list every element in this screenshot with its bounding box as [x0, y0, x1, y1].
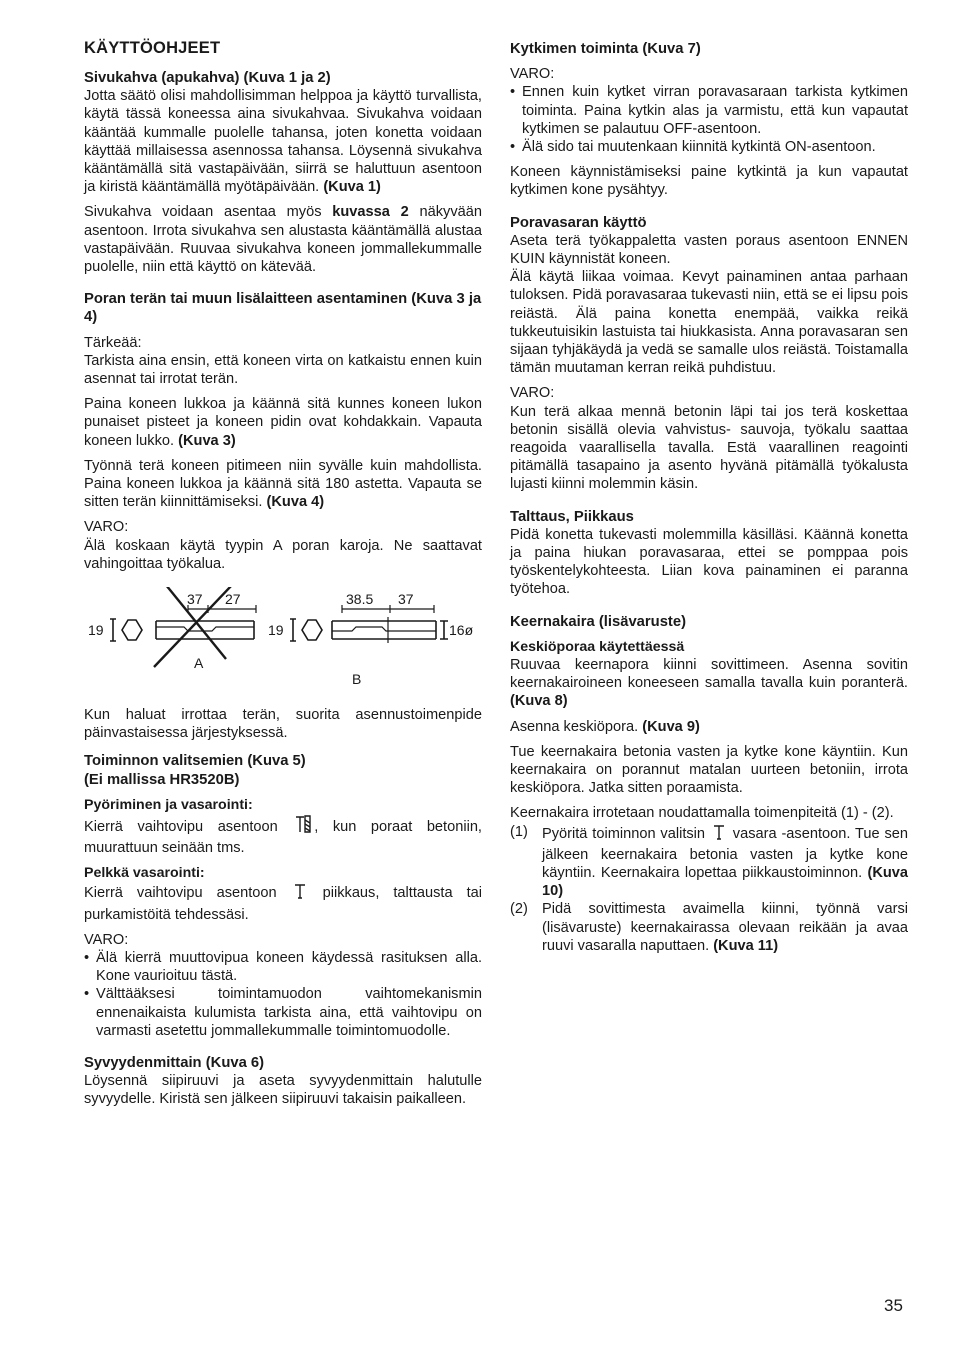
- rotation-hammer-subheading: Pyöriminen ja vasarointi:: [84, 796, 253, 813]
- rotation-hammer-icon: [294, 814, 312, 839]
- hammer-only-paragraph: Kierrä vaihtovipu asentoon piikkaus, talttausta tai purkamistöitä tehdessäsi.: [84, 882, 482, 923]
- bit-a-groove: [156, 627, 254, 631]
- bit-a-dimension-2: 27: [225, 591, 241, 608]
- bit-install-heading: Poran terän tai muun lisälaitteen asentaminen (Kuva 3 ja 4): [84, 291, 482, 326]
- switch-caution-item-1: • Ennen kuin kytket virran poravasaraan tarkista kytkimen toiminta. Paina kytkin alas ja varmistu, että kun vapautat kytkimen se palautuu OFF-asentoon.: [510, 83, 908, 138]
- bit-b-shank: [332, 621, 436, 639]
- caution-label: VARO:: [84, 519, 129, 536]
- chiseling-heading: Talttaus, Piikkaus: [510, 508, 634, 525]
- mode-select-heading-2: (Ei mallissa HR3520B): [84, 771, 240, 788]
- bit-b-diameter-marker: [290, 619, 296, 641]
- bit-b-dimension-1: 38.5: [346, 591, 374, 608]
- important-label: Tärkeää:: [84, 334, 142, 351]
- bit-a-label: A: [194, 655, 204, 672]
- left-column: [84, 38, 482, 1109]
- bit-b-groove: [332, 627, 436, 631]
- rotation-hammer-paragraph: Kierrä vaihtovipu asentoon , kun poraat betoniin, muurattuun seinään tms.: [84, 814, 482, 857]
- switch-caution-label: VARO:: [510, 66, 555, 83]
- switch-caution-item-2: • Älä sido tai muutenkaan kiinnitä kytkintä ON-asentoon.: [510, 138, 908, 156]
- bit-shank-figure: [84, 587, 482, 699]
- section-title: KÄYTTÖOHJEET: [84, 39, 221, 57]
- bit-install-paragraph-1: Tarkista aina ensin, että koneen virta on katkaistu ennen kuin asennat tai irrotat terän.: [84, 352, 482, 388]
- side-handle-heading: Sivukahva (apukahva) (Kuva 1 ja 2): [84, 70, 331, 86]
- hammer-only-icon: [293, 882, 307, 905]
- drill-use-paragraph-3: Kun terä alkaa mennä betonin läpi tai jos terä koskettaa betonin sisällä olevia vahvistus- sauvoja, työkalu saattaa reagoida vaarallisella tavalla. Estä vaarallinen reagointi pitämällä tasapaino ja asento hyvänä pitämällä työkalusta lujasti kiinni molemmin käsin.: [510, 403, 908, 493]
- side-handle-paragraph-2: Sivukahva voidaan asentaa myös kuvassa 2 näkyvään asentoon. Irrota sivukahva sen alustasta kääntämällä alustaa vastapäivään. Ruuvaa sivukahva koneen jommallekummalle puolelle, niin että käyttö on kätevää.: [84, 204, 482, 276]
- switch-paragraph: Koneen käynnistämiseksi paine kytkintä ja kun vapautat kytkimen kone pysähtyy.: [510, 164, 908, 199]
- bit-install-paragraph-2: Paina koneen lukkoa ja käännä sitä kunnes koneen lukon punaiset pisteet ja koneen pidin ovat kohdakkain. Vapauta koneen lukko. (Kuva 3): [84, 396, 482, 449]
- bit-b-shank-diameter-marker: [440, 621, 448, 639]
- core-bit-steps: [510, 823, 908, 955]
- mode-select-heading-1: Toiminnon valitsemien (Kuva 5): [84, 753, 306, 770]
- hammer-only-icon: [712, 823, 726, 846]
- mode-caution-item-1: • Älä kierrä muuttovipua koneen käydessä rasituksen alla. Kone vaurioituu tästä.: [84, 949, 482, 985]
- switch-heading: Kytkimen toiminta (Kuva 7): [510, 41, 701, 57]
- bit-a-diameter-marker: [110, 619, 116, 641]
- bit-b-hex-end: [302, 620, 322, 640]
- bit-shank-drawing: [84, 587, 482, 699]
- bit-install-paragraph-3: Työnnä terä koneen pitimeen niin syvälle kuin mahdollista. Paina koneen lukkoa ja käännä sitä 180 astetta. Vapauta se sitten terän kiinnittämiseksi. (Kuva 4): [84, 457, 482, 511]
- drill-use-caution-label: VARO:: [510, 385, 555, 402]
- drill-use-paragraph-1: Aseta terä työkappaletta vasten poraus asentoon ENNEN KUIN käynnistät koneen.: [510, 232, 908, 268]
- bit-b-label: B: [352, 671, 362, 688]
- chiseling-paragraph: Pidä konetta tukevasti molemmilla käsilläsi. Käännä konetta ja paina hiukan poravasaraa, ettei se pomppaa pois työskentelykohteesta. Liian kova painaminen ei paranna työtehoa.: [510, 526, 908, 598]
- core-bit-paragraph-2: Asenna keskiöpora. (Kuva 9): [510, 718, 700, 735]
- core-bit-step-2: (2) Pidä sovittimesta avaimella kiinni, työnnä varsi (lisävaruste) keernakairassa olevaan reikään ja avaa ruuvi vasaralla naputtaen. (Kuva 11): [510, 901, 908, 954]
- bit-a-diameter-label: 19: [88, 622, 104, 639]
- switch-caution-list: [510, 83, 908, 156]
- drill-use-heading: Poravasaran käyttö: [510, 214, 647, 231]
- bit-a-shank: [156, 621, 254, 639]
- depth-gauge-paragraph: Löysennä siipiruuvi ja aseta syvyydenmittain halutulle syvyydelle. Kiristä sen jälkeen siipiruuvi takaisin paikalleen.: [84, 1073, 482, 1108]
- mode-caution-list: [84, 949, 482, 1040]
- depth-gauge-heading: Syvyydenmittain (Kuva 6): [84, 1054, 265, 1071]
- drill-use-paragraph-2: Älä käytä liikaa voimaa. Kevyt painaminen antaa parhaan tuloksen. Pidä poravasaraa tukevasti niin, että se ei lipsu pois reiästä. Älä paina konetta enempää, vaikka reikä tukkeutuisikin lastuista tai hiukkasista. Anna poravasaran sen sijaan tyhjäkäydä ja vedä se samalle ulos reiästä. Toistamalla tämän muutaman kerran reikä puhdistuu.: [510, 269, 908, 377]
- side-handle-paragraph-1: Jotta säätö olisi mahdollisimman helppoa ja käyttö turvallista, käytä tässä koneessa aina sivukahvaa. Sivukahva voidaan kääntää kummalle puolelle tahansa, joten konetta voidaan käyttää millaisessa asennossa tahansa. Löysennä sivukahva kääntämällä sitä vastapäivään, siirrä se haluttuun asentoon ja kiristä kääntämällä myötäpäivään. (Kuva 1): [84, 88, 482, 196]
- bit-b-shank-diameter-label: 16ø: [449, 622, 474, 639]
- bit-a-dimension-1: 37: [187, 591, 203, 608]
- center-drill-subheading: Keskiöporaa käytettäessä: [510, 638, 685, 655]
- core-bit-paragraph-3: Tue keernakaira betonia vasten ja kytke kone käyntiin. Kun keernakaira on porannut matalan uurteen betoniin, irrota keskiöpora. Jatka sitten poraamista.: [510, 743, 908, 797]
- core-bit-heading: Keernakaira (lisävaruste): [510, 613, 687, 630]
- bit-remove-paragraph: Kun haluat irrottaa terän, suorita asennustoimenpide päinvastaisessa järjestyksessä.: [84, 707, 482, 742]
- core-bit-step-1: (1) Pyöritä toiminnon valitsin vasara -asentoon. Tue sen jälkeen keernakaira betonia vasten ja kytke kone käyntiin. Keernakaira lopettaa piikkaustoiminnon. (Kuva 10): [510, 823, 909, 900]
- bit-b-dimension-2: 37: [398, 591, 414, 608]
- page-number: 35: [884, 1296, 903, 1315]
- right-column: [510, 38, 908, 955]
- mode-caution-item-2: • Välttääksesi toimintamuodon vaihtomekanismin ennenaikaista kulumista tarkista aina, että vaihtovipu on varmasti asetettu jommallekummalle toimintomuodolle.: [84, 985, 482, 1040]
- bit-a-hex-end: [122, 620, 142, 640]
- core-bit-paragraph-1: Ruuvaa keernapora kiinni sovittimeen. Asenna sovitin keernakairoineen koneeseen samalla tavalla kuin poranterä. (Kuva 8): [510, 656, 908, 710]
- mode-caution-label: VARO:: [84, 931, 129, 948]
- bit-install-paragraph-4: Älä koskaan käytä tyypin A poran karoja. Ne saattavat vahingoittaa työkalua.: [84, 537, 482, 572]
- hammer-only-subheading: Pelkkä vasarointi:: [84, 865, 205, 882]
- bit-b-diameter-label: 19: [268, 622, 284, 639]
- core-bit-paragraph-4: Keernakaira irrotetaan noudattamalla toimenpiteitä (1) - (2).: [510, 805, 894, 822]
